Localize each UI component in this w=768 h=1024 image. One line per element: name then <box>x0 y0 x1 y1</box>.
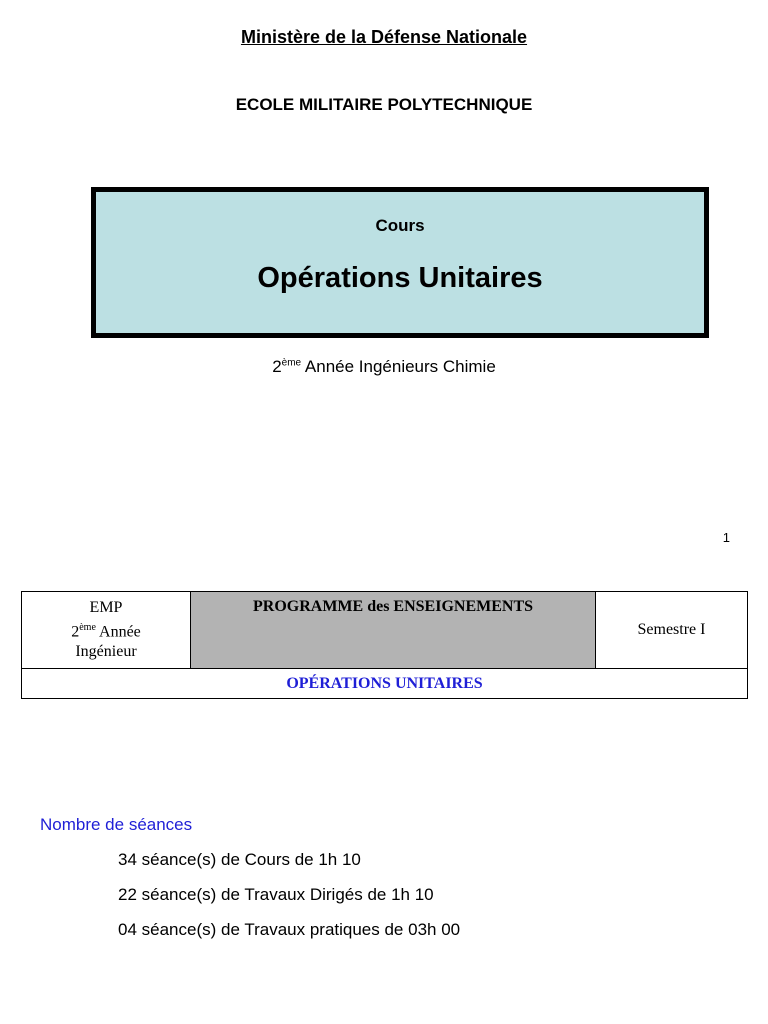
year-text: Année Ingénieurs Chimie <box>301 357 496 376</box>
semester-cell: Semestre I <box>596 592 748 669</box>
program-title-cell: PROGRAMME des ENSEIGNEMENTS <box>191 592 596 669</box>
page-number: 1 <box>722 530 730 545</box>
session-item-travaux-diriges: 22 séance(s) de Travaux Dirigés de 1h 10 <box>118 885 434 904</box>
program-table-header-row <box>22 592 748 669</box>
institution-line-3: Ingénieur <box>75 643 137 661</box>
program-table <box>21 591 748 699</box>
year-superscript: ème <box>281 357 302 369</box>
program-table-subtitle-row <box>22 669 748 699</box>
year-number: 2 <box>272 357 282 376</box>
session-item-travaux-pratiques: 04 séance(s) de Travaux pratiques de 03h 00 <box>118 920 461 939</box>
sessions-heading: Nombre de séances <box>40 815 193 834</box>
course-title-box <box>91 187 709 338</box>
institution-line-1: EMP <box>89 598 123 616</box>
institution-year-number: 2 <box>71 623 80 641</box>
institution-year-text: Année <box>95 623 141 641</box>
year-line <box>0 357 768 377</box>
institution-year-superscript: ème <box>79 621 96 633</box>
course-label: Cours <box>375 216 425 235</box>
program-institution-cell <box>22 592 191 669</box>
program-subtitle-cell: OPÉRATIONS UNITAIRES <box>22 669 748 699</box>
ministry-heading: Ministère de la Défense Nationale <box>240 27 528 47</box>
institution-line-2 <box>22 618 190 642</box>
course-name: Opérations Unitaires <box>257 262 543 294</box>
session-item-cours: 34 séance(s) de Cours de 1h 10 <box>118 850 361 869</box>
school-heading: ECOLE MILITAIRE POLYTECHNIQUE <box>235 95 533 114</box>
